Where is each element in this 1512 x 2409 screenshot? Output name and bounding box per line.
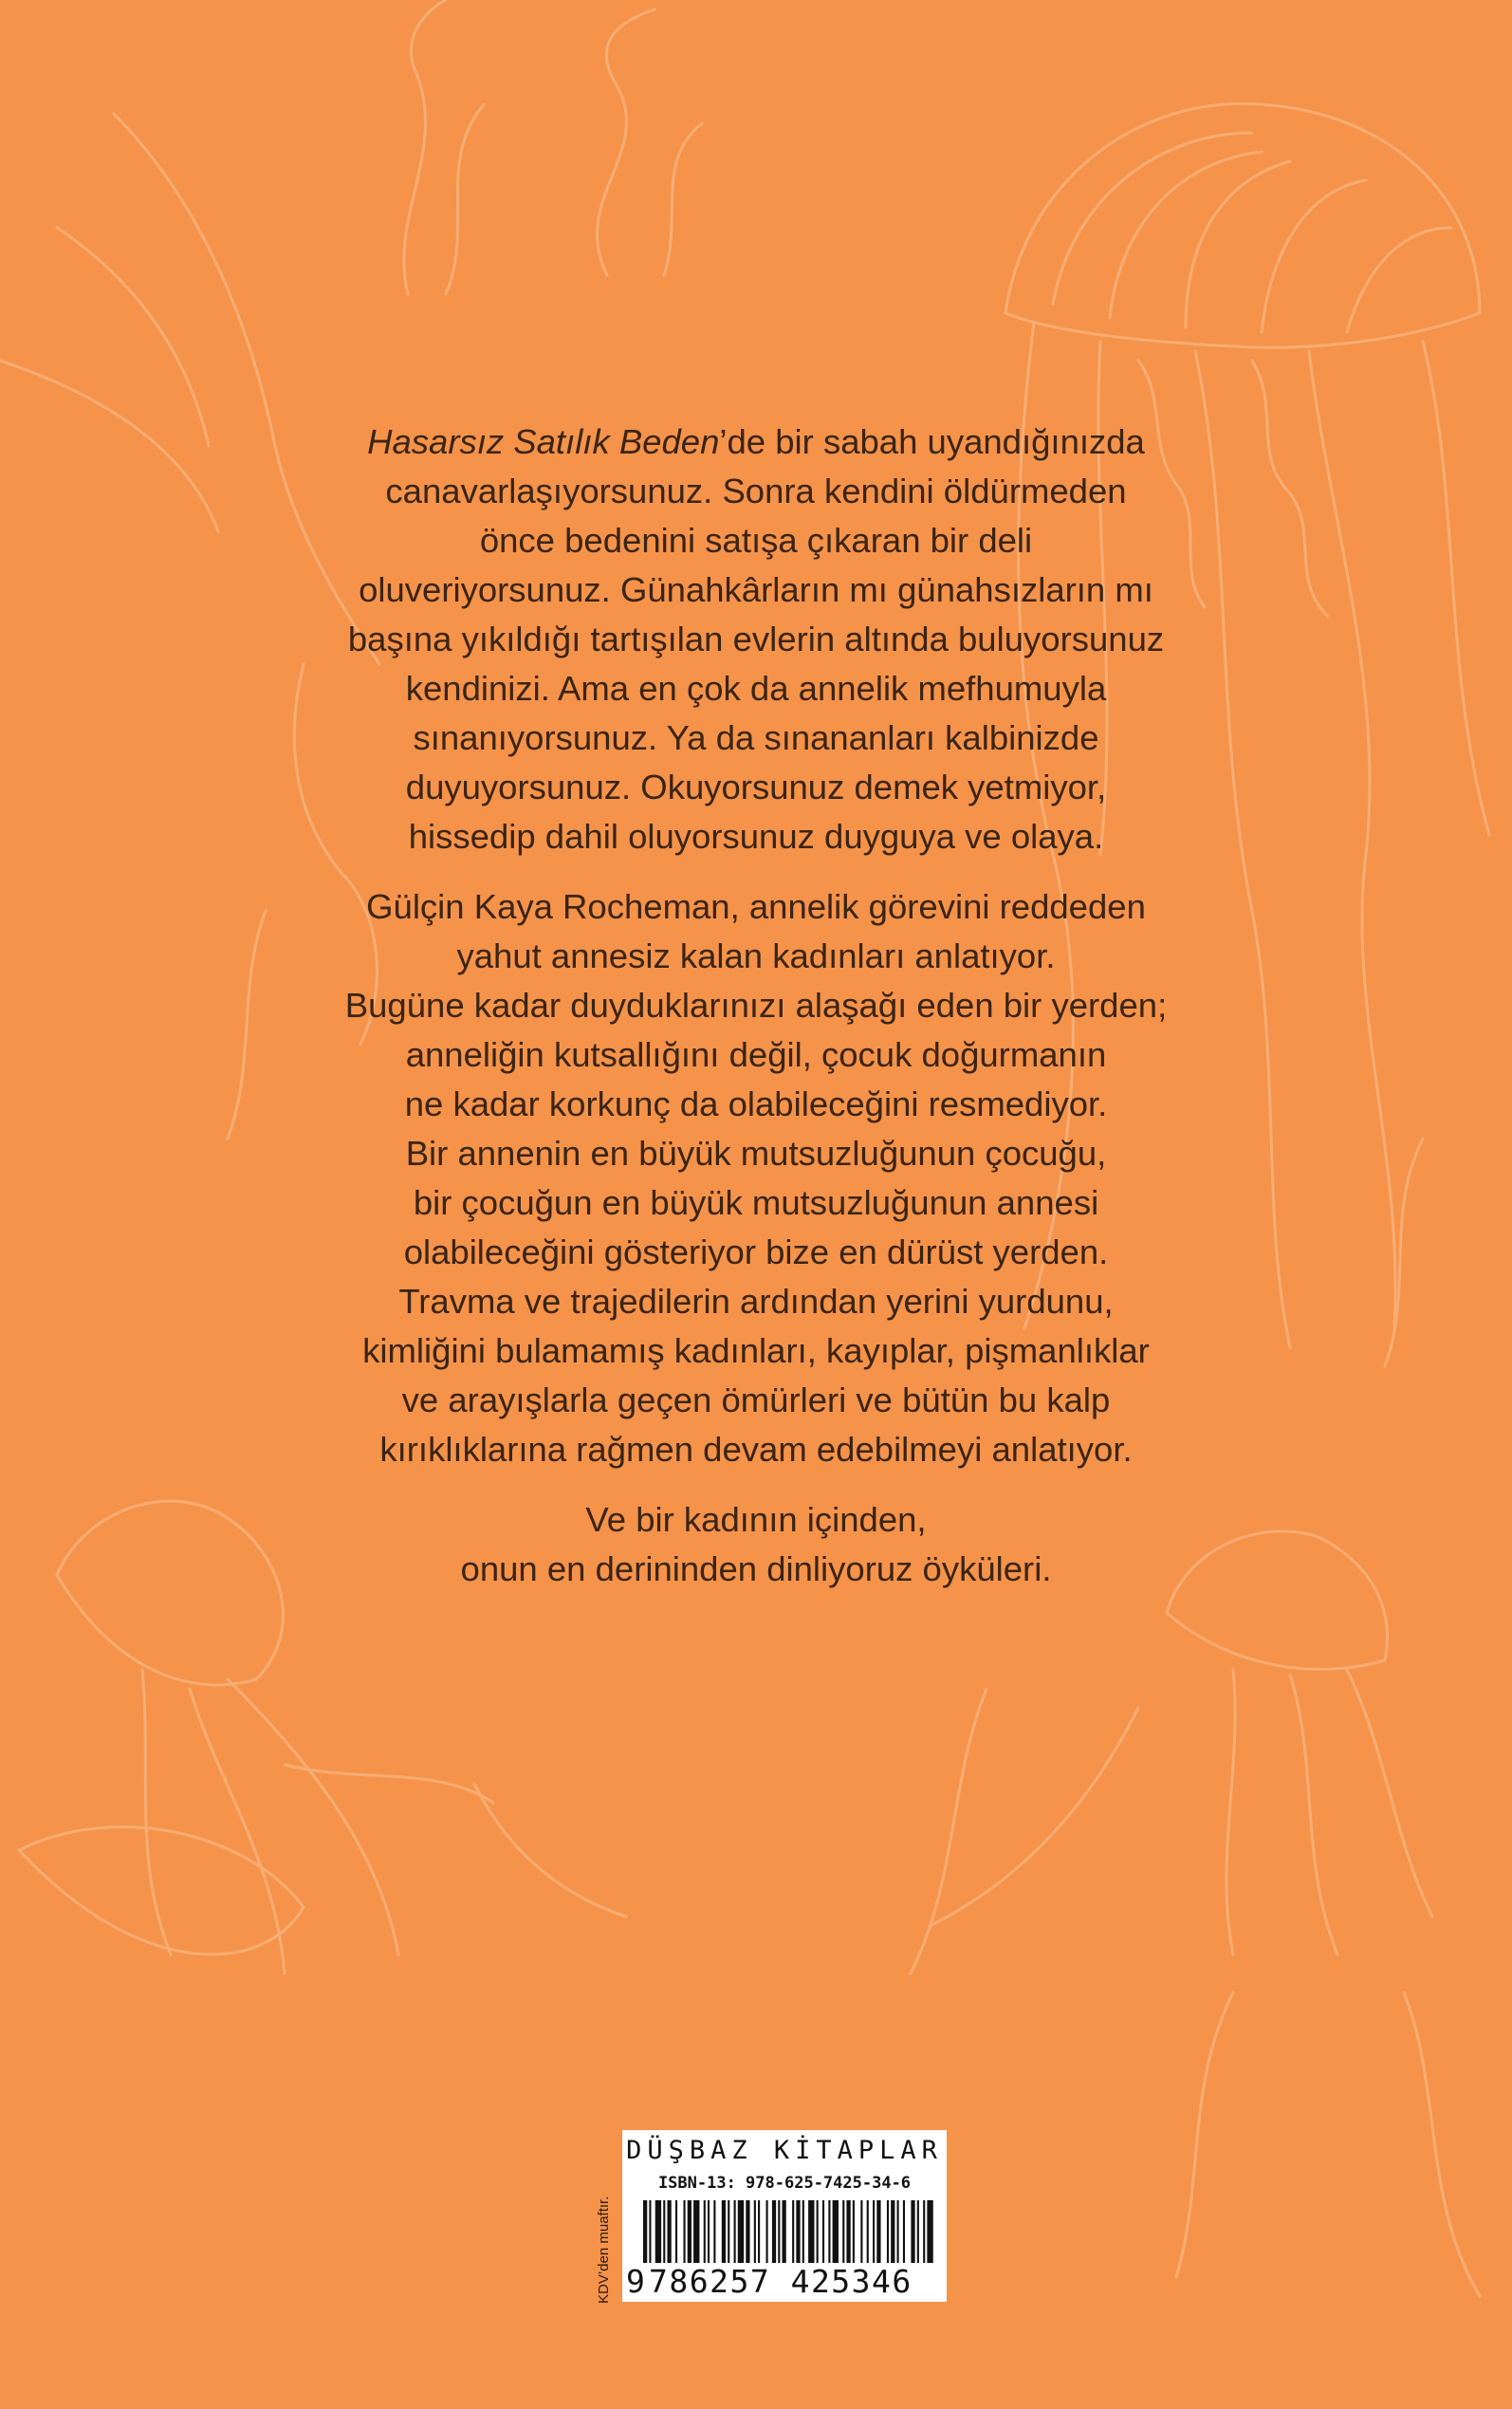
blurb-line: Bugüne kadar duyduklarınızı alaşağı eden bir yerden; [344,986,1168,1025]
barcode-bar [766,2200,768,2263]
barcode-bar [778,2200,780,2263]
barcode-bar [911,2200,914,2263]
ean-first-digit: 9 [626,2263,645,2300]
barcode-bar [927,2200,932,2263]
blurb-line: Ve bir kadının içinden, [585,1500,927,1539]
barcode-bar [822,2200,824,2263]
blurb-line: kimliğini bulamamış kadınları, kayıplar, pişmanlıklar [362,1331,1150,1370]
blurb-paragraph-1 [237,417,1275,862]
barcode-bar [683,2200,685,2263]
barcode-bar [903,2200,905,2263]
barcode-bar [917,2200,919,2263]
blurb-line: kırıklıklarına rağmen devam edebilmeyi anlatıyor. [379,1430,1133,1469]
barcode-icon [643,2200,937,2263]
barcode-bar [891,2200,894,2263]
blurb-line: duyuyorsunuz. Okuyorsunuz demek yetmiyor, [405,768,1107,806]
barcode-bar [746,2200,749,2263]
barcode-bar [817,2200,819,2263]
blurb-line: anneliğin kutsallığını değil, çocuk doğurmanın [405,1035,1107,1074]
barcode-bar [808,2200,814,2263]
barcode-bar [754,2200,756,2263]
barcode-bar [688,2200,691,2263]
barcode-bar [887,2200,889,2263]
blurb-line: bir çocuğun en büyük mutsuzluğunun annesi [413,1183,1099,1222]
barcode-bar [833,2200,839,2263]
barcode-bar [860,2200,862,2263]
blurb-line: hissedip dahil oluyorsunuz duyguya ve olaya. [408,817,1104,856]
barcode-bar [873,2200,875,2263]
barcode-bar [663,2200,665,2263]
blurb-paragraph-3 [237,1495,1275,1594]
barcode-bar [828,2200,830,2263]
blurb-line: Bir annenin en büyük mutsuzluğunun çocuğu, [405,1134,1107,1173]
barcode-bar [734,2200,736,2263]
publisher-name: DÜŞBAZ KİTAPLAR [626,2136,943,2165]
barcode-bar [792,2200,794,2263]
barcode-bar [655,2200,661,2263]
ean-number [622,2263,947,2299]
blurb-paragraph-2 [237,882,1275,1474]
barcode-bar [842,2200,844,2263]
blurb-line: kendinizi. Ama en çok da annelik mefhumuyla [405,669,1107,708]
blurb-line: ne kadar korkunç da olabileceğini resmediyor. [404,1084,1108,1123]
blurb-line: ve arayışlarla geçen ömürleri ve bütün bu kalp [401,1381,1111,1419]
ean-digits: 786257 425346 [649,2263,913,2300]
barcode-bar [693,2200,699,2263]
back-cover-blurb [237,417,1275,1615]
barcode-label [622,2130,947,2302]
barcode-bar [649,2200,651,2263]
blurb-line: yahut annesiz kalan kadınları anlatıyor. [456,936,1056,975]
barcode-bar [704,2200,706,2263]
barcode-bar [923,2200,925,2263]
blurb-line: oluveriyorsunuz. Günahkârların mı günahsızların mı [359,570,1153,609]
barcode-bar [846,2200,850,2263]
blurb-line: sınanıyorsunuz. Ya da sınananları kalbinizde [413,718,1099,757]
barcode-bar [675,2200,677,2263]
barcode-bar [867,2200,869,2263]
barcode-bar [713,2200,715,2263]
blurb-line: olabileceğini gösteriyor bize en dürüst yerden. [403,1232,1109,1271]
barcode-bar [876,2200,880,2263]
blurb-line: Gülçin Kaya Rocheman, annelik görevini reddeden [366,887,1146,926]
book-title: Hasarsız Satılık Beden [367,422,720,461]
blurb-line-text: ’de bir sabah uyandığınızda [719,422,1145,461]
blurb-line: Travma ve trajedilerin ardından yerini yurdunu, [398,1282,1114,1321]
isbn-text: ISBN-13: 978-625-7425-34-6 [657,2174,912,2193]
barcode-bar [802,2200,804,2263]
tax-exempt-note: KDV’den muaftır. [596,2196,612,2304]
barcode-bar [738,2200,744,2263]
barcode-bar [643,2200,647,2263]
barcode-bar [772,2200,776,2263]
barcode-bar [722,2200,726,2263]
barcode-bar [897,2200,899,2263]
barcode-bar [853,2200,855,2263]
blurb-line: canavarlaşıyorsunuz. Sonra kendini öldürmeden [385,472,1127,510]
blurb-line: önce bedenini satışa çıkaran bir deli [479,521,1033,560]
barcode-bar [796,2200,800,2263]
blurb-line: onun en derininden dinliyoruz öyküleri. [460,1549,1052,1588]
barcode-bar [708,2200,710,2263]
barcode-bar [667,2200,671,2263]
barcode-bar [783,2200,786,2263]
barcode-bar [728,2200,729,2263]
blurb-line [237,417,1275,467]
barcode-bar [758,2200,760,2263]
blurb-line: başına yıkıldığı tartışılan evlerin altında buluyorsunuz [347,620,1165,658]
